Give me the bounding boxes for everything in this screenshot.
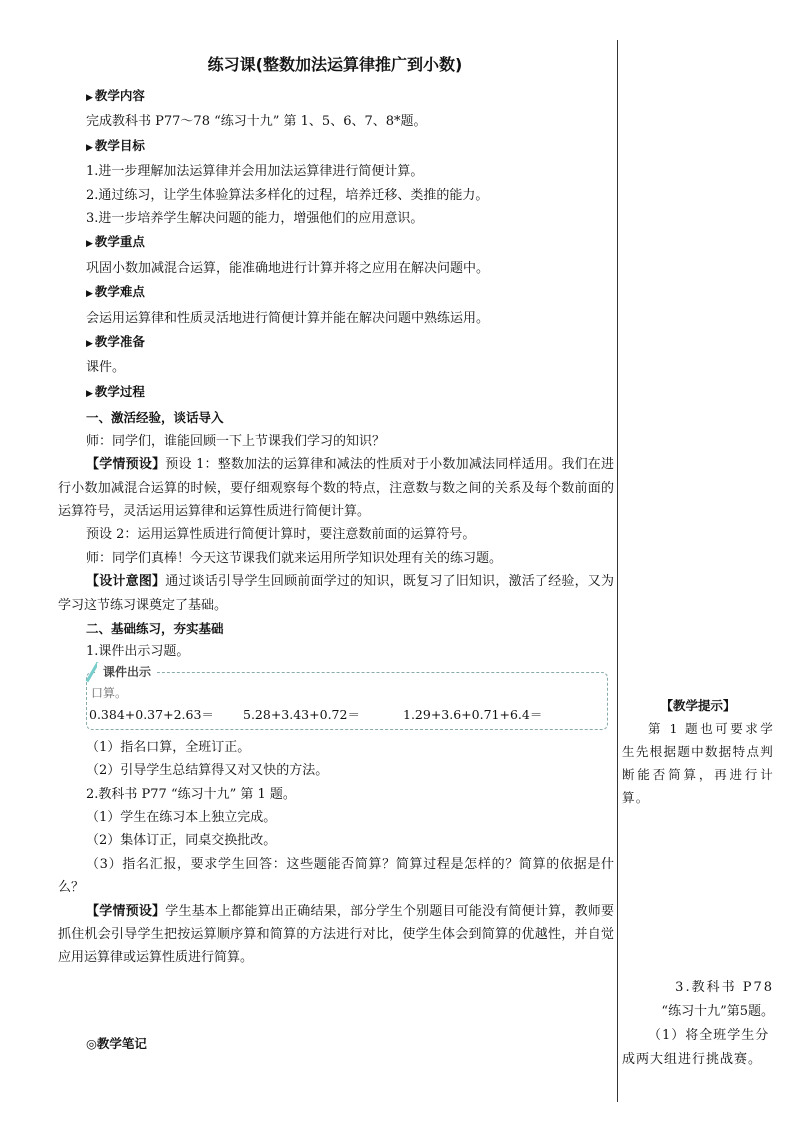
triangle-marker-icon: ▶ (86, 239, 93, 250)
expression: 0.384+0.37+2.63＝ (89, 706, 214, 722)
presuppose-paragraph: 【学情预设】学生基本上都能算出正确结果，部分学生个别题目可能没有简便计算，教师要抓住机会引导学生把按运算顺序算和简算的方法进行对比，使学生体会到简算的优越性，并自觉应用运算律或运算性质进行简算。 (58, 903, 614, 966)
margin-divider (617, 40, 618, 1102)
sidebar-exercise-line: 3.教科书 P78 (675, 980, 774, 995)
expression: 5.28+3.43+0.72＝ (243, 706, 360, 722)
key-text: 巩固小数加减混合运算，能准确地进行计算并将之应用在解决问题中。 (86, 260, 490, 276)
main-column (58, 84, 614, 970)
teacher-line: 师：同学们，谁能回顾一下上节课我们学习的知识？ (86, 433, 386, 449)
section-heading-goals: ▶ 教学目标 (86, 137, 145, 153)
triangle-marker-icon: ▶ (86, 339, 93, 350)
sub-step: （2）引导学生总结算得又对又快的方法。 (86, 763, 329, 779)
triangle-marker-icon: ▶ (86, 93, 93, 103)
teaching-notes-label: ◎教学笔记 (86, 1036, 147, 1051)
exercise-item: 1.课件出示习题。 (86, 644, 190, 660)
content-text: 完成教科书 P77～78 “练习十九” 第 1、5、6、7、8*题。 (86, 114, 427, 130)
expression: 1.29+3.6+0.71+6.4＝ (403, 706, 543, 722)
triangle-marker-icon: ▶ (86, 289, 93, 300)
teacher-line: 师：同学们真棒！今天这节课我们就来运用所学知识处理有关的练习题。 (86, 550, 503, 566)
section-heading-process: ▶ 教学过程 (86, 383, 145, 399)
sidebar-exercise-line: “练习十九”第5题。 (661, 1004, 774, 1019)
sidebar-exercise-line: （1）将全班学生分成两大组进行挑战赛。 (622, 1028, 770, 1067)
triangle-marker-icon: ▶ (86, 142, 93, 153)
courseware-box-title: 课件出示 (97, 663, 157, 681)
goal-item: 1.进一步理解加法运算律并会用加法运算律进行简便计算。 (86, 164, 424, 180)
section-heading-key: ▶ 教学重点 (86, 234, 145, 250)
section-heading-content: ▶ 教学内容 (86, 88, 145, 103)
page-title: 练习课(整数加法运算律推广到小数) (207, 55, 463, 74)
courseware-box (86, 664, 608, 730)
section-heading-prep: ▶ 教学准备 (86, 334, 145, 350)
triangle-marker-icon: ▶ (86, 388, 93, 399)
sub-step: （3）指名汇报，要求学生回答：这些题能否简算？简算过程是怎样的？简算的依据是什么？ (58, 856, 614, 896)
sub-step: （2）集体订正，同桌交换批改。 (86, 833, 277, 849)
step-one-title: 一、激活经验，谈话导入 (86, 410, 224, 426)
teaching-tip-body: 第 1 题也可要求学生先根据题中数据特点判断能否简算，再进行计算。 (622, 721, 774, 805)
difficulty-text: 会运用运算律和性质灵活地进行简便计算并能在解决问题中熟练运用。 (86, 310, 490, 326)
teaching-tip (622, 694, 774, 809)
prep-text: 课件。 (86, 360, 126, 376)
goal-item: 2.通过练习，让学生体验算法多样化的过程，培养迁移、类推的能力。 (86, 187, 489, 203)
sub-step: （1）学生在练习本上独立完成。 (86, 809, 277, 825)
goal-item: 3.进一步培养学生解决问题的能力，增强他们的应用意识。 (86, 211, 424, 227)
section-heading-difficulty: ▶ 教学难点 (86, 284, 145, 300)
sidebar-exercise (622, 976, 774, 1072)
presuppose-paragraph: 【学情预设】预设 1：整数加法的运算律和减法的性质对于小数加减法同样适用。我们在进行小数加减混合运算的时候，要仔细观察每个数的特点，注意数与数之间的关系及每个数前面的运算符号，灵活运用运算律和运算性质进行简便计算。 (58, 457, 614, 519)
presuppose-two: 预设 2：运用运算性质进行简便计算时，要注意数前面的运算符号。 (86, 527, 476, 543)
exercise-item: 2.教科书 P77 “练习十九” 第 1 题。 (86, 786, 296, 802)
teaching-tip-title: 【教学提示】 (660, 698, 736, 713)
sub-step: （1）指名口算，全班订正。 (86, 739, 251, 755)
courseware-box-subtitle: 口算。 (91, 685, 128, 700)
design-intent-paragraph: 【设计意图】通过谈话引导学生回顾前面学过的知识，既复习了旧知识，激活了经验，又为学习这节练习课奠定了基础。 (58, 574, 614, 613)
step-two-title: 二、基础练习，夯实基础 (86, 620, 224, 636)
